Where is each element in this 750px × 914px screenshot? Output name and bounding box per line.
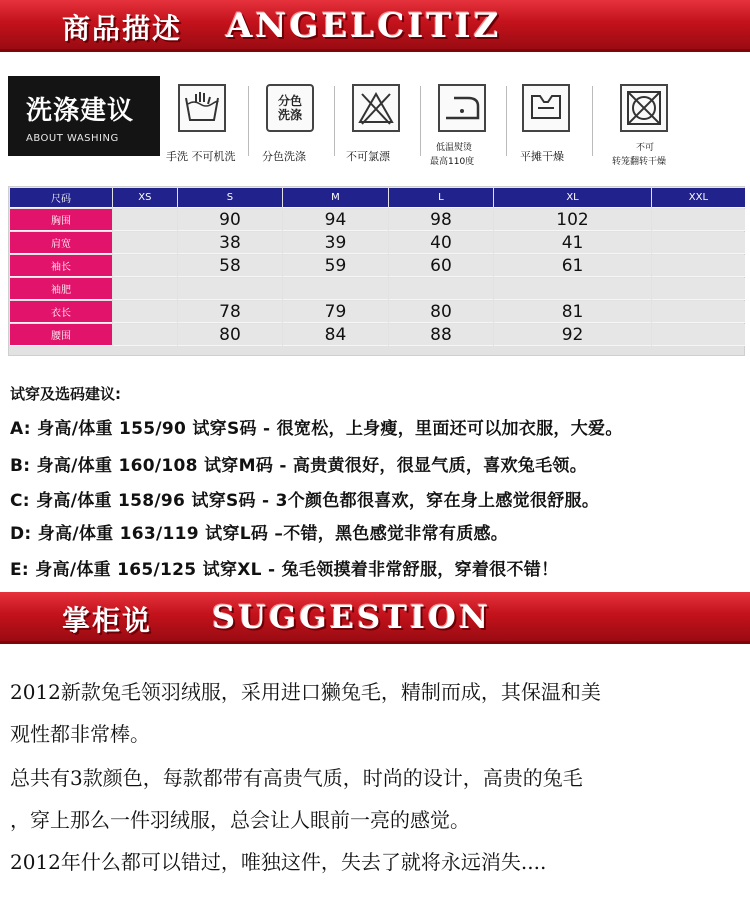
size-col-s: S	[178, 188, 282, 208]
size-col-xs: XS	[113, 188, 177, 208]
table-cell	[389, 278, 493, 300]
banner-title-cn: 商品描述	[62, 12, 183, 45]
table-cell	[113, 301, 177, 323]
size-col-xl: XL	[494, 188, 651, 208]
low-iron-label-1: 低温熨烫	[436, 143, 473, 153]
low-iron-label-2: 最高110度	[430, 157, 475, 167]
divider	[248, 86, 249, 156]
row-label: 袖长	[10, 255, 112, 277]
table-cell: 88	[389, 324, 493, 346]
divider	[592, 86, 593, 156]
table-cell: 40	[389, 232, 493, 254]
row-label: 袖肥	[10, 278, 112, 300]
washing-subtitle: ABOUT WASHING	[26, 133, 119, 144]
table-cell: 80	[178, 324, 282, 346]
suggestion-banner	[0, 592, 750, 644]
row-label: 腰围	[10, 324, 112, 346]
suggestion-line-e: E: 身高/体重 165/125 试穿XL - 兔毛领摸着非常舒服，穿着很不错！	[10, 560, 559, 580]
banner-title-en: ANGELCITIZ	[226, 6, 502, 46]
size-table-grid	[9, 187, 746, 347]
suggestion-line-a: A: 身高/体重 155/90 试穿S码 - 很宽松，上身瘦，里面还可以加衣服，大爱。	[10, 419, 623, 439]
table-cell: 59	[283, 255, 387, 277]
suggestion-title: 试穿及选码建议:	[10, 385, 121, 403]
table-cell: 80	[389, 301, 493, 323]
hand-wash-label: 手洗 不可机洗	[166, 150, 236, 163]
size-col-xxl: XXL	[652, 188, 745, 208]
dry-flat-label: 平摊干燥	[520, 150, 564, 163]
table-cell	[283, 278, 387, 300]
row-label: 胸围	[10, 209, 112, 231]
table-row	[10, 232, 745, 254]
dry-flat-icon	[522, 84, 570, 132]
paragraph-line: 观性都非常棒。	[10, 722, 150, 746]
table-cell: 60	[389, 255, 493, 277]
table-cell	[113, 232, 177, 254]
banner2-title-en: SUGGESTION	[212, 598, 492, 636]
no-tumble-dry-icon	[620, 84, 668, 132]
table-cell: 84	[283, 324, 387, 346]
paragraph-line: 总共有3款颜色，每款都带有高贵气质，时尚的设计，高贵的兔毛	[10, 766, 583, 790]
table-cell	[652, 301, 745, 323]
table-cell: 102	[494, 209, 651, 231]
table-row	[10, 255, 745, 277]
washing-title: 洗涤建议	[26, 96, 135, 126]
suggestion-line-c: C: 身高/体重 158/96 试穿S码 - 3个颜色都很喜欢，穿在身上感觉很舒服。	[10, 491, 600, 511]
banner2-title-cn: 掌柜说	[62, 604, 153, 637]
paragraph-line: 2012新款兔毛领羽绒服，采用进口獭兔毛，精制而成，其保温和美	[10, 680, 601, 704]
table-cell	[113, 324, 177, 346]
low-iron-icon	[438, 84, 486, 132]
no-bleach-icon	[352, 84, 400, 132]
table-row	[10, 278, 745, 300]
paragraph-line: ，穿上那么一件羽绒服，总会让人眼前一亮的感觉。	[10, 808, 470, 832]
no-tumble-dry-label-1: 不可	[636, 143, 655, 153]
table-cell: 94	[283, 209, 387, 231]
table-row	[10, 324, 745, 346]
size-header-label: 尺码	[10, 188, 112, 208]
suggestion-line-d: D: 身高/体重 163/119 试穿L码 –不错，黑色感觉非常有质感。	[10, 524, 509, 544]
table-cell: 39	[283, 232, 387, 254]
header-banner	[0, 0, 750, 52]
table-cell: 61	[494, 255, 651, 277]
divider	[334, 86, 335, 156]
no-bleach-label: 不可氯漂	[346, 150, 390, 163]
no-tumble-dry-label-2: 转笼翻转干燥	[612, 157, 667, 167]
table-cell	[113, 255, 177, 277]
table-cell	[652, 278, 745, 300]
table-cell: 81	[494, 301, 651, 323]
row-label: 肩宽	[10, 232, 112, 254]
washing-title-box	[8, 76, 160, 156]
table-cell	[113, 278, 177, 300]
table-cell	[652, 324, 745, 346]
table-cell	[178, 278, 282, 300]
table-cell: 98	[389, 209, 493, 231]
table-cell: 38	[178, 232, 282, 254]
suggestion-line-b: B: 身高/体重 160/108 试穿M码 - 高贵黄很好，很显气质，喜欢兔毛领。	[10, 456, 588, 476]
row-label: 衣长	[10, 301, 112, 323]
table-cell: 78	[178, 301, 282, 323]
table-cell: 79	[283, 301, 387, 323]
table-cell: 90	[178, 209, 282, 231]
size-col-m: M	[283, 188, 387, 208]
divider	[506, 86, 507, 156]
table-cell	[652, 255, 745, 277]
table-cell	[652, 209, 745, 231]
separate-wash-label: 分色洗涤	[262, 150, 306, 163]
separate-wash-icon-text: 分色 洗涤	[277, 94, 302, 122]
divider	[420, 86, 421, 156]
size-col-l: L	[389, 188, 493, 208]
table-row	[10, 209, 745, 231]
separate-wash-icon	[266, 84, 314, 132]
table-cell	[494, 278, 651, 300]
paragraph-line: 2012年什么都可以错过，唯独这件，失去了就将永远消失....	[10, 850, 547, 874]
table-cell	[113, 209, 177, 231]
table-cell: 41	[494, 232, 651, 254]
size-table	[8, 186, 745, 356]
table-row	[10, 301, 745, 323]
table-cell	[652, 232, 745, 254]
table-cell: 92	[494, 324, 651, 346]
hand-wash-icon	[178, 84, 226, 132]
table-cell: 58	[178, 255, 282, 277]
size-header-row	[10, 188, 745, 208]
